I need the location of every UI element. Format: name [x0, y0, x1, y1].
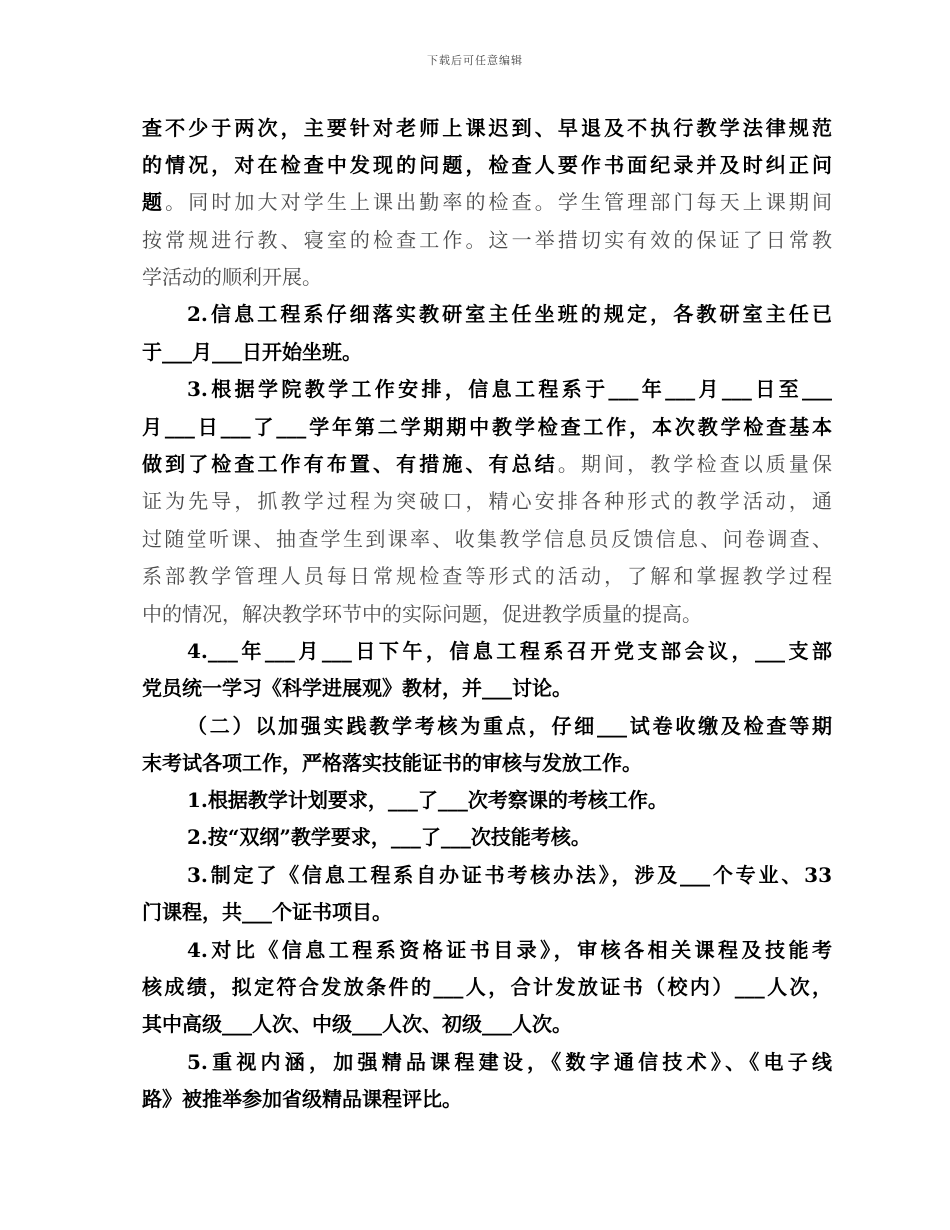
- text-line: [142, 669, 832, 707]
- text-segment: 3.制定了《信息工程系自办证书考核办法》，涉及___个专业、33: [187, 863, 832, 887]
- text-segment: 系部教学管理人员每日常规检查等形式的活动，了解和掌握教学过程: [142, 564, 832, 588]
- text-segment: 党员统一学习《科学进展观》教材，并___讨论。: [142, 676, 572, 700]
- text-segment: 5.重视内涵，加强精品课程建设，《数字通信技术》、《电子线: [187, 1050, 832, 1074]
- text-line: [142, 333, 832, 371]
- text-line: [142, 146, 832, 184]
- text-line: [187, 295, 832, 333]
- text-line: [142, 744, 832, 782]
- text-line: [187, 1043, 832, 1081]
- text-segment: 按常规进行教、寝室的检查工作。这一举措切实有效的保证了日常教: [142, 228, 832, 252]
- text-segment: 2.按“双纲”教学要求，___了___次技能考核。: [187, 825, 591, 849]
- text-segment: 4.___年___月___日下午，信息工程系召开党支部会议，___支部: [187, 639, 832, 663]
- text-line: [187, 707, 832, 745]
- text-segment: 做到了检查工作有布置、有措施、有总结: [142, 452, 558, 476]
- text-line: [142, 520, 832, 558]
- text-line: [187, 856, 832, 894]
- text-segment: 题: [142, 190, 166, 214]
- text-line: [142, 1080, 832, 1118]
- text-segment: 2.信息工程系仔细落实教研室主任坐班的规定，各教研室主任已: [187, 302, 832, 326]
- text-segment: 学活动的顺利开展。: [142, 265, 322, 289]
- text-segment: 证为先导，抓教学过程为突破口，精心安排各种形式的教学活动，通: [142, 489, 832, 513]
- text-line: [187, 818, 832, 856]
- text-segment: 中的情况，解决教学环节中的实际问题，促进教学质量的提高。: [142, 602, 702, 626]
- text-line: [187, 931, 832, 969]
- text-line: [142, 1005, 832, 1043]
- text-line: [142, 557, 832, 595]
- text-segment: 的情况，对在检查中发现的问题，检查人要作书面纪录并及时纠正问: [142, 153, 832, 177]
- text-line: [187, 632, 832, 670]
- text-segment: （二）以加强实践教学考核为重点，仔细___试卷收缴及检查等期: [187, 714, 832, 738]
- text-segment: 查不少于两次，主要针对老师上课迟到、早退及不执行教学法律规范: [142, 116, 832, 140]
- text-line: [142, 221, 832, 259]
- text-line: [142, 109, 832, 147]
- page-header: 下载后可任意编辑: [427, 54, 523, 67]
- text-line: [142, 482, 832, 520]
- text-segment: 路》被推举参加省级精品课程评比。: [142, 1087, 462, 1111]
- text-segment: 。同时加大对学生上课出勤率的检查。学生管理部门每天上课期间: [165, 190, 833, 214]
- text-segment: 于___月___日开始坐班。: [142, 340, 362, 364]
- text-segment: 核成绩，拟定符合发放条件的___人，合计发放证书（校内）___人次，: [142, 975, 832, 999]
- text-segment: 门课程，共___个证书项目。: [142, 900, 392, 924]
- text-line: [142, 258, 832, 296]
- text-line: [142, 408, 832, 446]
- text-line: [142, 893, 832, 931]
- text-line: [142, 183, 832, 221]
- text-segment: 3.根据学院教学工作安排，信息工程系于___年___月___日至___: [187, 377, 832, 401]
- text-line: [187, 781, 832, 819]
- text-line: [187, 370, 832, 408]
- text-segment: 4.对比《信息工程系资格证书目录》，审核各相关课程及技能考: [187, 938, 832, 962]
- text-segment: 末考试各项工作，严格落实技能证书的审核与发放工作。: [142, 751, 642, 775]
- text-segment: 其中高级___人次、中级___人次、初级___人次。: [142, 1012, 572, 1036]
- text-line: [142, 968, 832, 1006]
- text-segment: 。期间，教学检查以质量保: [557, 452, 833, 476]
- text-segment: 月___日___了___学年第二学期期中教学检查工作，本次教学检查基本: [142, 415, 832, 439]
- text-line: [142, 595, 832, 633]
- text-line: [142, 445, 832, 483]
- text-segment: 1.根据教学计划要求，___了___次考察课的考核工作。: [187, 788, 668, 812]
- text-segment: 过随堂听课、抽查学生到课率、收集教学信息员反馈信息、问卷调查、: [142, 527, 832, 551]
